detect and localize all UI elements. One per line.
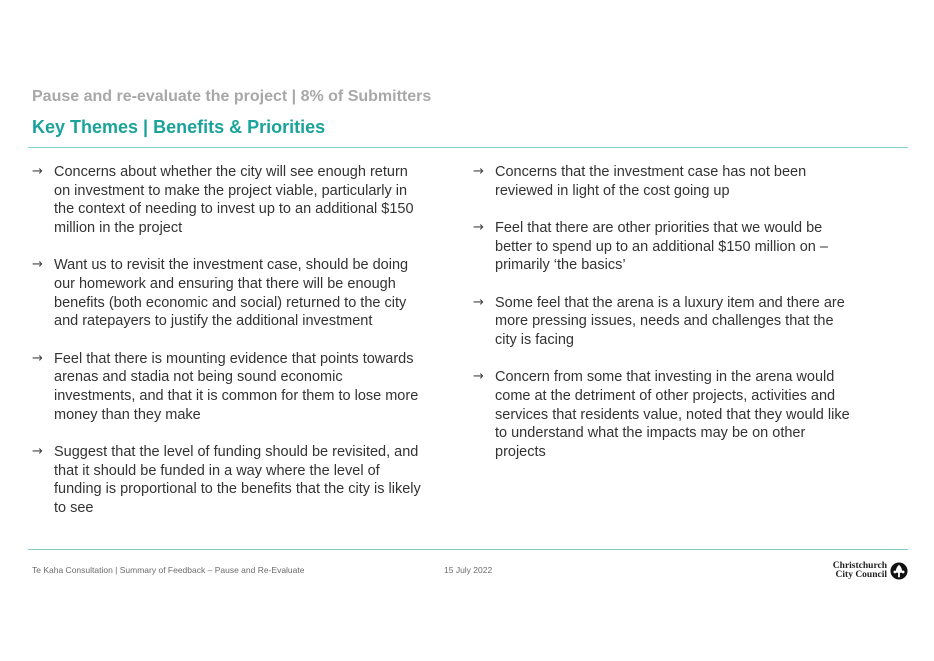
arrow-right-icon: → — [473, 294, 484, 310]
list-item — [473, 368, 858, 462]
list-item — [473, 219, 858, 275]
right-bullet-list — [473, 163, 858, 480]
page-title: Key Themes | Benefits & Priorities — [32, 117, 326, 137]
footer-document-title: Te Kaha Consultation | Summary of Feedback – Pause and Re-Evaluate — [32, 565, 305, 575]
bullet-text: Feel that there is mounting evidence that points towards arenas and stadia not being sound economic investments, and that it is common for them to lose more money than they make — [54, 350, 419, 423]
arrow-right-icon: → — [32, 257, 43, 273]
bottom-divider — [28, 549, 908, 550]
arrow-right-icon: → — [32, 443, 43, 459]
bullet-text: Concerns about whether the city will see enough return on investment to make the project viable, particularly in the context of needing to invest up to an additional $150 million in the project — [54, 164, 414, 237]
footer-date: 15 July 2022 — [444, 565, 493, 575]
christchurch-logo-icon — [890, 562, 908, 580]
arrow-right-icon: → — [473, 369, 484, 385]
bullet-text: Feel that there are other priorities that we would be better to spend up to an additional $150 million on – primarily ‘the basics’ — [495, 219, 828, 274]
page-subtitle: Pause and re-evaluate the project | 8% of Submitters — [32, 88, 432, 105]
bullet-text: Concern from some that investing in the arena would come at the detriment of other projects, activities and services that residents value, noted that they would like to understand what the impacts may be on other projects — [495, 369, 850, 460]
logo-line-2: City Council — [835, 570, 887, 580]
list-item — [473, 163, 858, 200]
arrow-right-icon: → — [473, 219, 484, 235]
bullet-text: Want us to revisit the investment case, should be doing our homework and ensuring that there will be enough benefits (both economic and social) returned to the city and ratepayers to justify the additional investment — [54, 257, 409, 330]
list-item — [32, 163, 422, 238]
arrow-right-icon: → — [32, 350, 43, 366]
list-item — [32, 443, 422, 518]
bullet-text: Some feel that the arena is a luxury item and there are more pressing issues, needs and challenges that the city is facing — [495, 294, 845, 348]
list-item — [32, 256, 422, 331]
top-divider — [28, 147, 908, 148]
list-item — [32, 350, 422, 425]
logo-line-1: Christchurch — [832, 561, 887, 571]
bullet-text: Suggest that the level of funding should be revisited, and that it should be funded in a way where the level of funding is proportional to the benefits that the city is likely to see — [54, 443, 421, 517]
arrow-right-icon: → — [32, 164, 43, 179]
list-item — [473, 294, 858, 350]
left-bullet-list — [32, 163, 422, 536]
council-logo — [833, 562, 908, 580]
arrow-right-icon: → — [473, 164, 484, 179]
logo-wordmark — [833, 562, 887, 580]
bullet-text: Concerns that the investment case has not been reviewed in light of the cost going up — [495, 164, 807, 199]
